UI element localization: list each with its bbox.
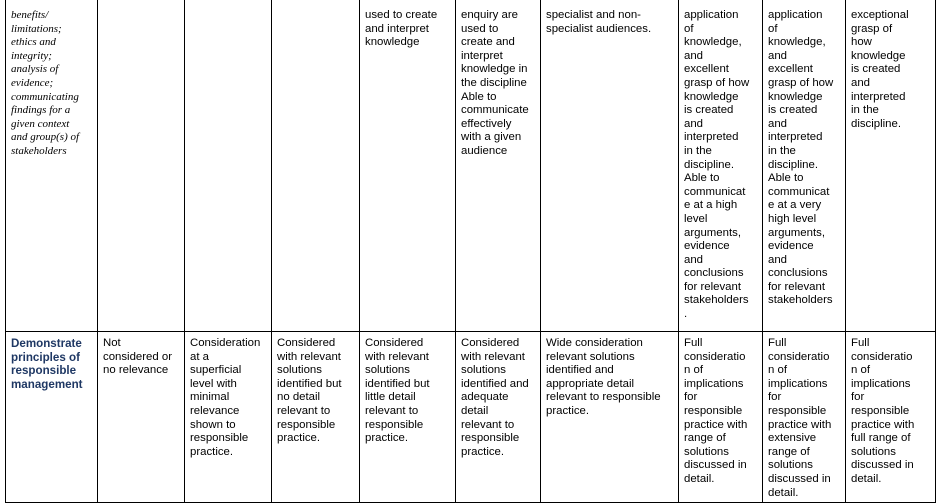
descriptor-cell[interactable]: Considered with relevant solutions identified and adequate detail relevant to responsible practice. <box>456 332 541 503</box>
descriptor-cell[interactable]: specialist and non- specialist audiences. <box>541 0 679 332</box>
descriptor-cell[interactable]: Full consideratio n of implications for responsible practice with full range of solutions discussed in detail. <box>846 332 936 503</box>
descriptor-cell[interactable]: Not considered or no relevance <box>98 332 185 503</box>
descriptor-cell[interactable]: Considered with relevant solutions identified but little detail relevant to responsible practice. <box>360 332 456 503</box>
criterion-cell[interactable]: benefits/ limitations; ethics and integrity; analysis of evidence; communicating findings for a given context and group(s) of stakeholders <box>6 0 98 332</box>
descriptor-cell[interactable]: exceptional grasp of how knowledge is created and interpreted in the discipline. <box>846 0 936 332</box>
rubric-row-communication <box>6 0 936 332</box>
descriptor-cell[interactable] <box>272 0 360 332</box>
rubric-row-responsible-management <box>6 332 936 503</box>
descriptor-cell[interactable]: enquiry are used to create and interpret knowledge in the discipline Able to communicate effectively with a given audience <box>456 0 541 332</box>
descriptor-cell[interactable]: used to create and interpret knowledge <box>360 0 456 332</box>
descriptor-cell[interactable]: Consideration at a superficial level with minimal relevance shown to responsible practice. <box>185 332 272 503</box>
rubric-table <box>5 0 936 503</box>
descriptor-cell[interactable]: application of knowledge, and excellent grasp of how knowledge is created and interpreted in the discipline. Able to communicat e at a very high level arguments, evidence and conclusions for relevant stakeholders <box>763 0 846 332</box>
descriptor-cell[interactable]: Full consideratio n of implications for responsible practice with range of solutions discussed in detail. <box>679 332 763 503</box>
criterion-cell[interactable]: Demonstrate principles of responsible management <box>6 332 98 503</box>
descriptor-cell[interactable]: Considered with relevant solutions identified but no detail relevant to responsible practice. <box>272 332 360 503</box>
descriptor-cell[interactable] <box>98 0 185 332</box>
descriptor-cell[interactable]: Wide consideration relevant solutions identified and appropriate detail relevant to responsible practice. <box>541 332 679 503</box>
descriptor-cell[interactable]: application of knowledge, and excellent grasp of how knowledge is created and interpreted in the discipline. Able to communicat e at a high level arguments, evidence and conclusions for relevant stakeholders . <box>679 0 763 332</box>
descriptor-cell[interactable] <box>185 0 272 332</box>
descriptor-cell[interactable]: Full consideratio n of implications for responsible practice with extensive range of solutions discussed in detail. <box>763 332 846 503</box>
